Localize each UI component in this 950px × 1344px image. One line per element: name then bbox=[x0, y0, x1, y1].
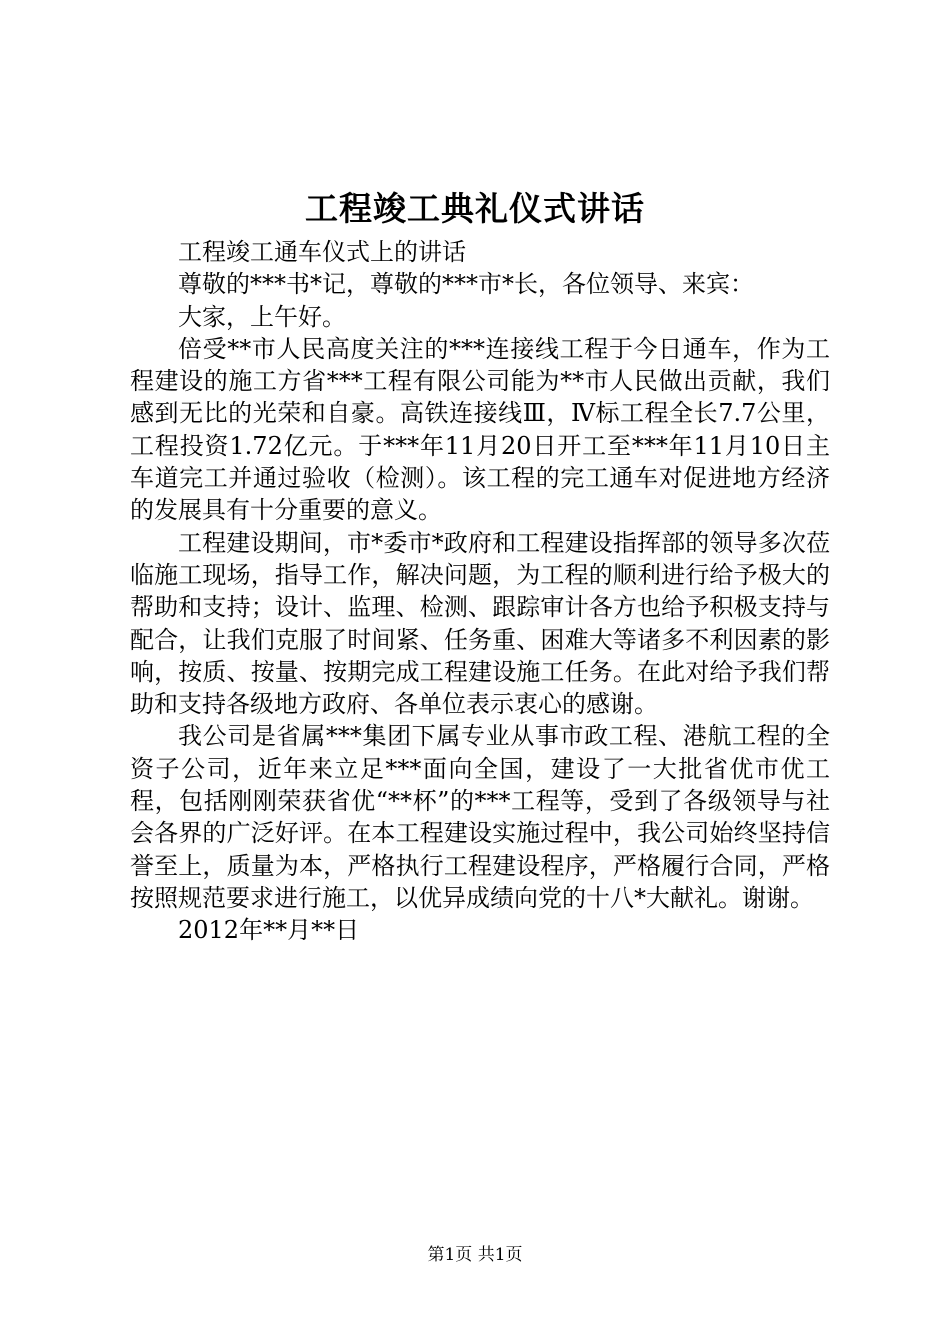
speech-heading: 工程竣工通车仪式上的讲话 bbox=[178, 238, 466, 266]
document-title: 工程竣工典礼仪式讲话 bbox=[305, 189, 645, 228]
document-body bbox=[130, 236, 830, 947]
paragraph-project-overview: 倍受**市人民高度关注的***连接线工程于今日通车，作为工程建设的施工方省***工程有限公司能为**市人民做出贡献，我们感到无比的光荣和自豪。高铁连接线Ⅲ，Ⅳ标工程全长7.7公里，工程投资1.72亿元。于***年11月20日开工至***年11月10日主车道完工并通过验收（检测）。该工程的完工通车对促进地方经济的发展具有十分重要的意义。 bbox=[130, 334, 830, 525]
greeting: 大家，上午好。 bbox=[178, 302, 346, 331]
paragraph-acknowledgement: 工程建设期间，市*委市*政府和工程建设指挥部的领导多次莅临施工现场，指导工作，解决问题，为工程的顺利进行给予极大的帮助和支持；设计、监理、检测、跟踪审计各方也给予积极支持与配合，让我们克服了时间紧、任务重、困难大等诸多不利因素的影响，按质、按量、按期完成工程建设施工任务。在此对给予我们帮助和支持各级地方政府、各单位表示衷心的感谢。 bbox=[130, 528, 830, 719]
paragraph-company-intro: 我公司是省属***集团下属专业从事市政工程、港航工程的全资子公司，近年来立足***面向全国，建设了一大批省优市优工程，包括刚刚荣获省优“**杯”的***工程等，受到了各级领导与社会各界的广泛好评。在本工程建设实施过程中，我公司始终坚持信誉至上，质量为本，严格执行工程建设程序，严格履行合同，严格按照规范要求进行施工，以优异成绩向党的十八*大献礼。谢谢。 bbox=[130, 722, 830, 912]
date-line: 2012年**月**日 bbox=[178, 916, 360, 945]
page-number-footer: 第1页 共1页 bbox=[427, 1245, 523, 1265]
salutation: 尊敬的***书*记，尊敬的***市*长，各位领导、来宾： bbox=[178, 270, 754, 299]
